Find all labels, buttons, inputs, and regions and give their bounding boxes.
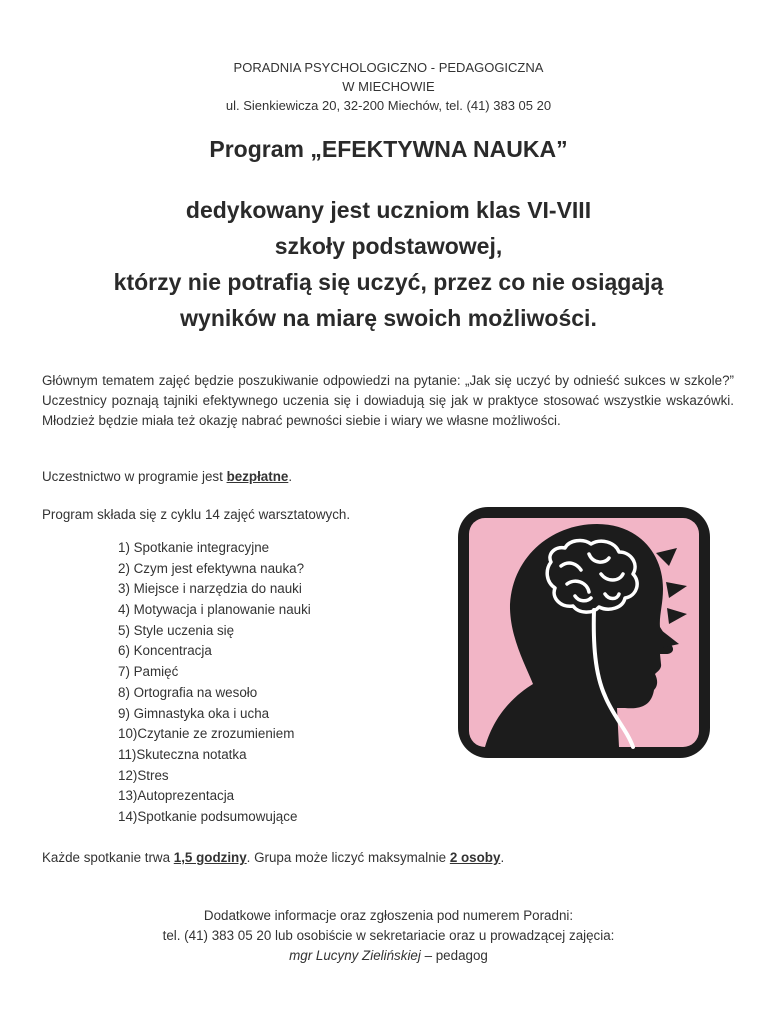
duration-hours: 1,5 godziny: [173, 850, 247, 865]
list-item: 13)Autoprezentacja: [118, 788, 235, 804]
institution-address: ul. Sienkiewicza 20, 32-200 Miechów, tel. (41) 383 05 20: [225, 98, 552, 113]
duration-text-1: Każde spotkanie trwa: [42, 850, 174, 865]
list-item: 11)Skuteczna notatka: [118, 746, 247, 762]
contact-person: mgr Lucyny Zielińskiej: [289, 948, 421, 963]
list-item: 12)Stres: [118, 767, 169, 783]
list-item: 9) Gimnastyka oka i ucha: [118, 705, 270, 721]
contact-role: – pedagog: [420, 948, 488, 963]
session-list: [118, 538, 311, 828]
list-item: 2) Czym jest efektywna nauka?: [118, 560, 305, 576]
intro-paragraph: Głównym tematem zajęć będzie poszukiwanie odpowiedzi na pytanie: „Jak się uczyć by odnieść sukces w szkole?” Uczestnicy poznają tajniki efektywnego uczenia się i dowiadują się jak w praktyce stosować wszystkie wskazówki. Młodzież będzie miała też okazję nabrać pewności siebie i wiary we własne możliwości.: [42, 373, 734, 428]
subtitle-line-1: dedykowany jest uczniom klas VI-VIII: [185, 197, 592, 223]
list-item: 7) Pamięć: [118, 664, 179, 680]
institution-name: PORADNIA PSYCHOLOGICZNO - PEDAGOGICZNA: [233, 60, 544, 75]
duration-text-3: .: [500, 850, 505, 865]
participation-text: Uczestnictwo w programie jest: [42, 469, 227, 484]
institution-header: [0, 58, 777, 115]
subtitle-line-4: wyników na miarę swoich możliwości.: [180, 305, 597, 331]
group-size: 2 osoby: [449, 850, 501, 865]
list-item: 4) Motywacja i planowanie nauki: [118, 602, 311, 618]
list-item: 3) Miejsce i narzędzia do nauki: [118, 581, 302, 597]
list-item: 1) Spotkanie integracyjne: [118, 540, 270, 555]
list-item: 5) Style uczenia się: [118, 622, 235, 638]
participation-note: [42, 469, 292, 484]
head-brain-illustration: [455, 504, 713, 761]
list-item: 10)Czytanie ze zrozumieniem: [118, 726, 295, 742]
participation-free: bezpłatne: [226, 469, 289, 484]
subtitle-line-2: szkoły podstawowej,: [274, 233, 503, 259]
cycle-note: Program składa się z cyklu 14 zajęć warsztatowych.: [42, 507, 351, 522]
subtitle-line-3: którzy nie potrafią się uczyć, przez co nie osiągają: [113, 269, 664, 295]
contact-line-3: [0, 946, 777, 966]
duration-note: [42, 850, 504, 865]
contact-info: [0, 906, 777, 966]
duration-text-2: . Grupa może liczyć maksymalnie: [246, 850, 450, 865]
institution-city: W MIECHOWIE: [342, 79, 435, 94]
program-title: Program „EFEKTYWNA NAUKA”: [209, 136, 568, 162]
contact-line-1: Dodatkowe informacje oraz zgłoszenia pod numerem Poradni:: [203, 908, 574, 923]
contact-line-2: tel. (41) 383 05 20 lub osobiście w sekretariacie oraz u prowadzącej zajęcia:: [162, 928, 615, 943]
list-item: 8) Ortografia na wesoło: [118, 684, 258, 700]
list-item: 14)Spotkanie podsumowujące: [118, 808, 298, 824]
list-item: 6) Koncentracja: [118, 643, 212, 659]
participation-end: .: [288, 469, 293, 484]
program-subtitle: [0, 192, 777, 336]
